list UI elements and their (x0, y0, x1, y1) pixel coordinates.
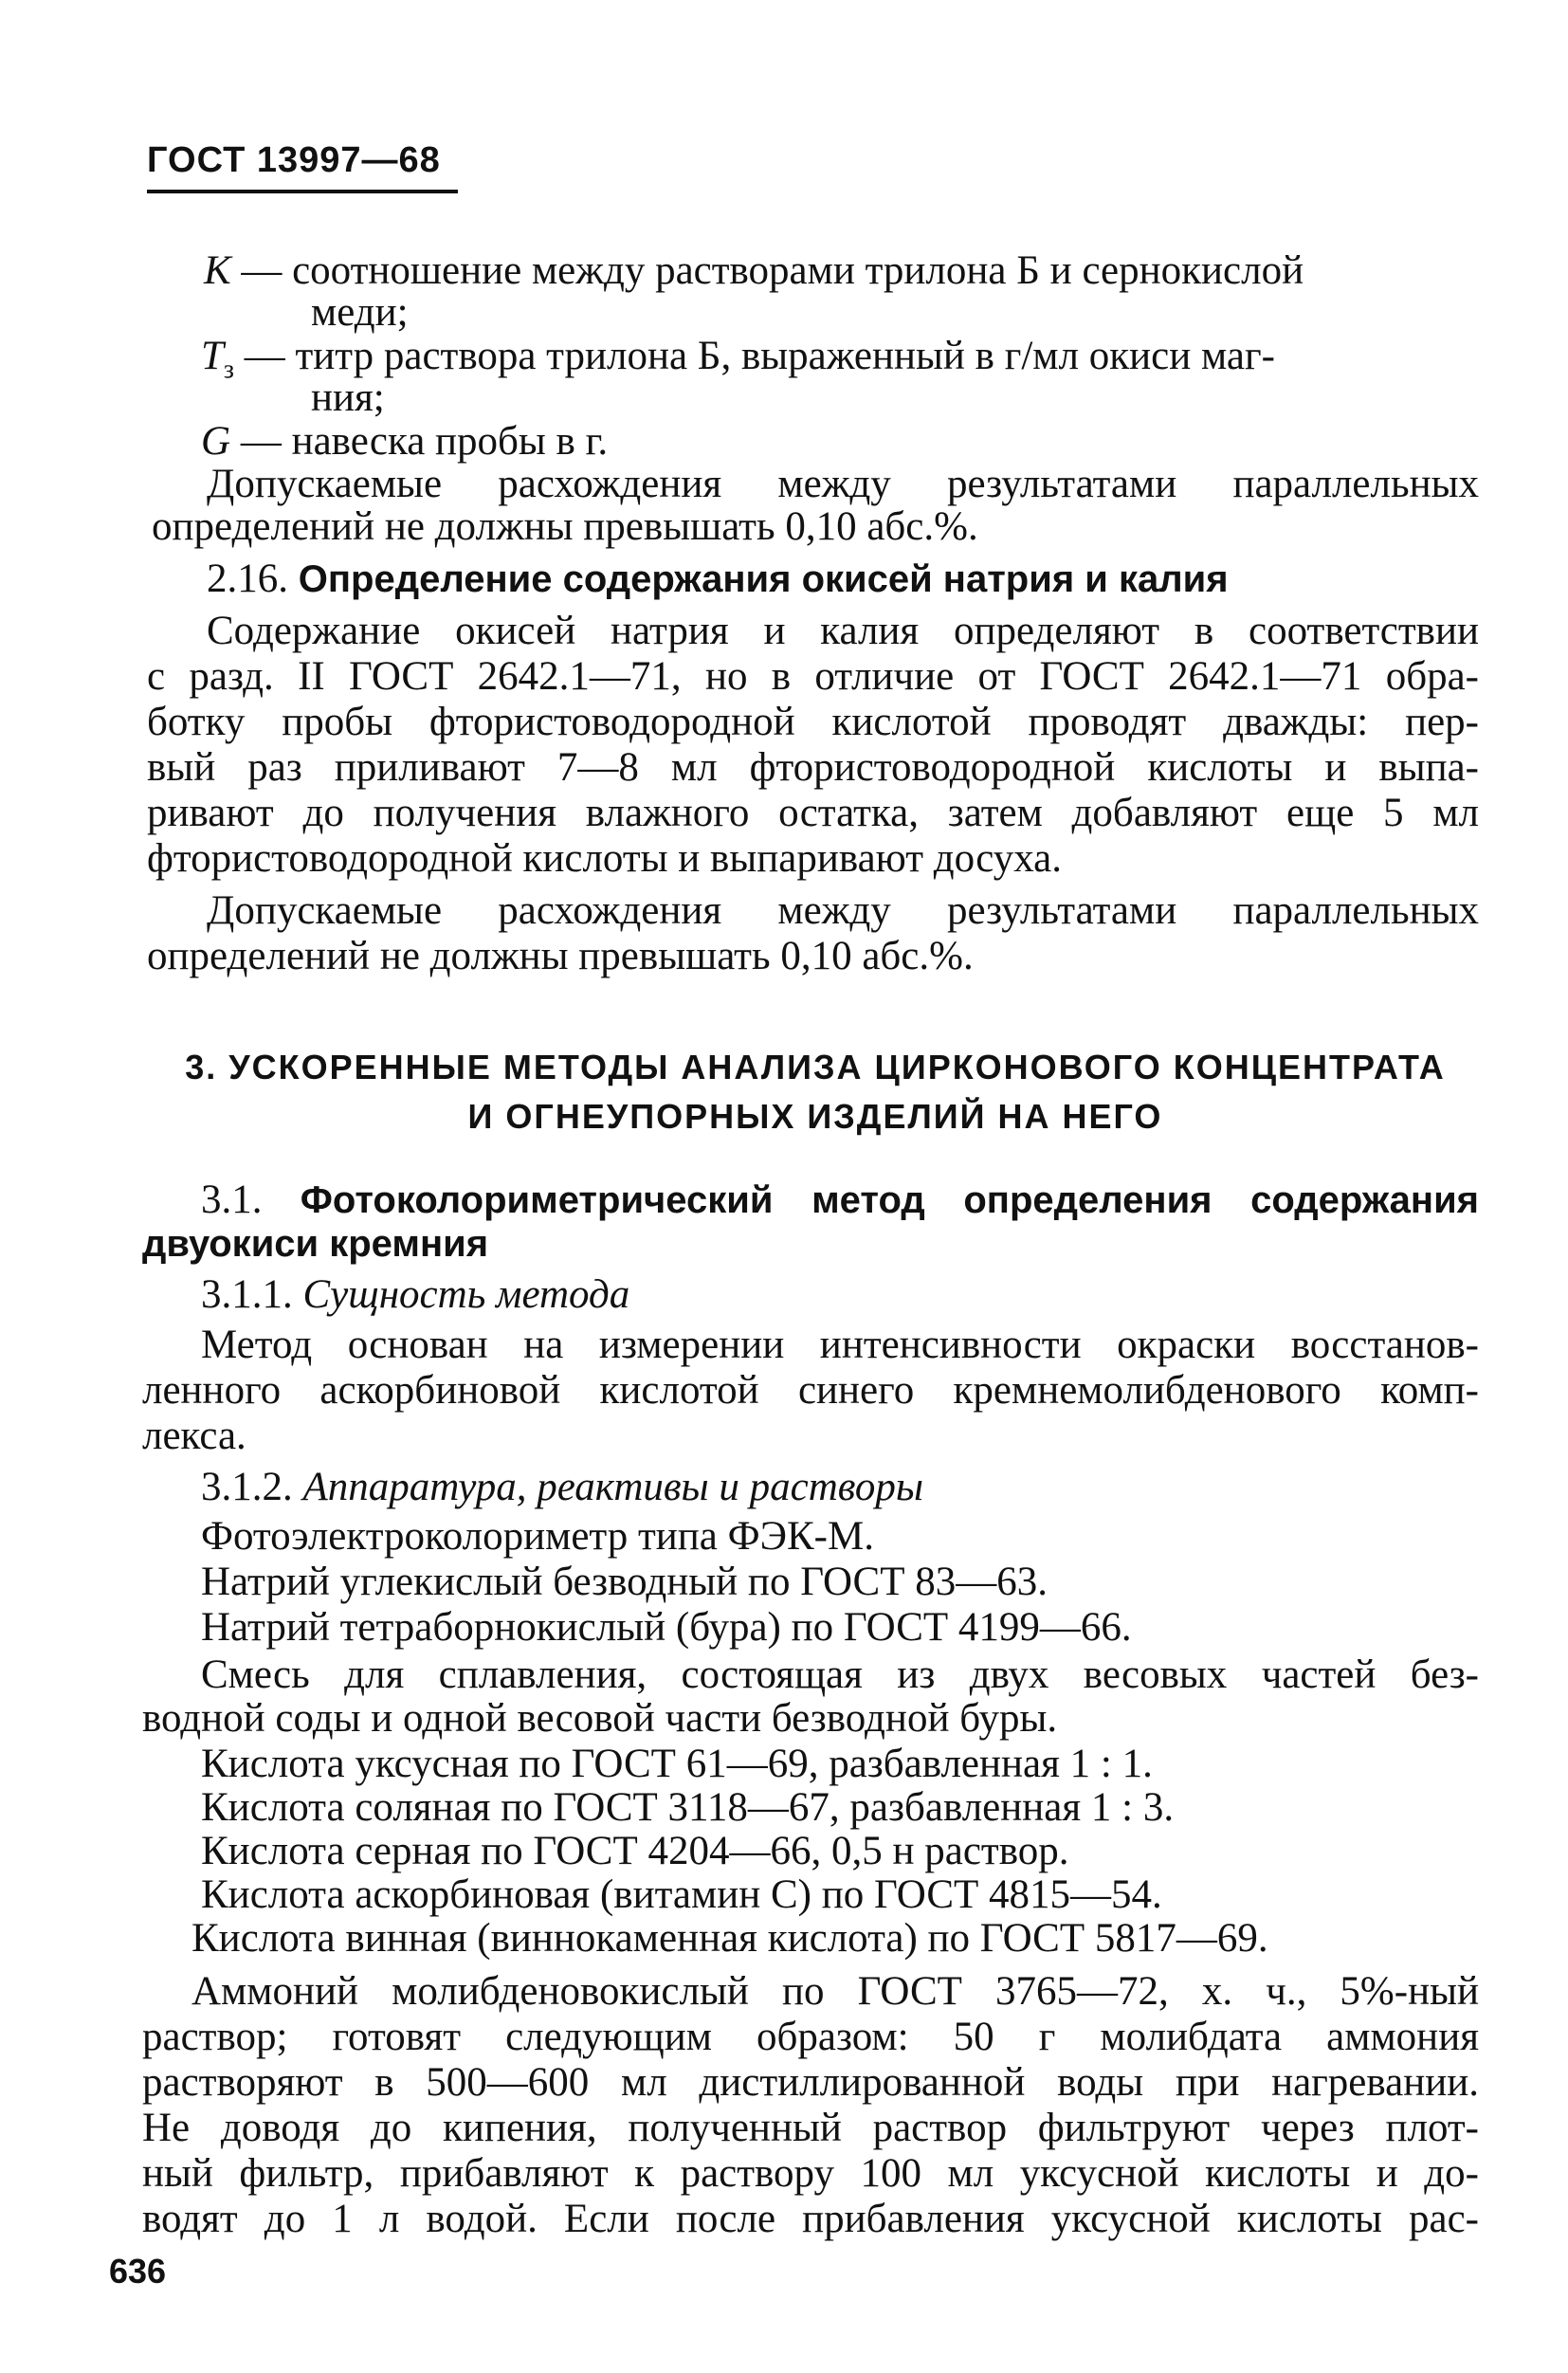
section-216-body-6: фтористоводородной кислоты и выпаривают досуха. (147, 836, 1063, 881)
reagent-item-2: Натрий углекислый безводный по ГОСТ 83—63. (201, 1560, 1048, 1604)
section-3-heading-line-2: И ОГНЕУПОРНЫХ ИЗДЕЛИЙ НА НЕГО (467, 1097, 1163, 1136)
section-312-number: 3.1.2. (201, 1465, 293, 1509)
ammonium-line-2: раствор; готовят следующим образом: 50 г молибдата аммония (142, 2015, 1479, 2059)
page-number: 636 (109, 2252, 167, 2291)
reagent-item-6: Кислота серная по ГОСТ 4204—66, 0,5 н раствор. (201, 1829, 1069, 1873)
legend-g-text: — навеска пробы в г. (240, 419, 609, 464)
reagent-item-8: Кислота винная (виннокаменная кислота) по ГОСТ 5817—69. (191, 1916, 1268, 1961)
section-31-title-1: Фотоколориметрический метод определения содержания (300, 1179, 1480, 1221)
reagent-mix-2: водной соды и одной весовой части безводной буры. (142, 1696, 1058, 1741)
symbol-t-sub: з (223, 355, 234, 385)
reagent-item-7: Кислота аскорбиновая (витамин С) по ГОСТ 4815—54. (201, 1872, 1162, 1917)
tolerance-1-line-2: определений не должны превышать 0,10 абс.%. (152, 504, 978, 549)
section-311-body-3: лекса. (142, 1414, 246, 1458)
ammonium-line-4: Не доводя до кипения, полученный раствор фильтруют через плот- (142, 2106, 1479, 2150)
ammonium-line-3: растворяют в 500—600 мл дистиллированной воды при нагревании. (142, 2060, 1479, 2105)
section-311-title: Сущность метода (302, 1272, 630, 1317)
reagent-item-4: Кислота уксусная по ГОСТ 61—69, разбавленная 1 : 1. (201, 1742, 1153, 1786)
section-312-title: Аппаратура, реактивы и растворы (302, 1465, 924, 1509)
ammonium-line-6: водят до 1 л водой. Если после прибавления уксусной кислоты рас- (142, 2197, 1479, 2241)
section-216-heading (207, 555, 1543, 604)
reagent-item-3: Натрий тетраборнокислый (бура) по ГОСТ 4199—66. (201, 1605, 1132, 1650)
ammonium-line-1: Аммоний молибденовокислый по ГОСТ 3765—72, х. ч., 5%-ный (191, 1969, 1479, 2014)
section-311-body-2: ленного аскорбиновой кислотой синего кремнемолибденового комп- (142, 1368, 1479, 1413)
symbol-t: Т (201, 334, 224, 378)
section-311-number: 3.1.1. (201, 1272, 293, 1317)
legend-t-cont: ния; (311, 375, 385, 420)
section-216-tolerance-1: Допускаемые расхождения между результатами параллельных (207, 888, 1479, 933)
ammonium-line-5: ный фильтр, прибавляют к раствору 100 мл уксусной кислоты и до- (142, 2151, 1479, 2196)
section-216-title: Определение содержания окисей натрия и калия (298, 558, 1229, 600)
section-31-heading (201, 1176, 1479, 1225)
section-311-body-1: Метод основан на измерении интенсивности окраски восстанов- (201, 1323, 1479, 1367)
section-311-heading (201, 1270, 1538, 1320)
section-216-body-1: Содержание окисей натрия и калия определяют в соответствии (207, 609, 1479, 653)
section-31-title-2: двуокиси кремния (142, 1223, 489, 1265)
legend-k-text: — соотношение между растворами трилона Б и сернокислой (241, 248, 1304, 293)
legend-k-cont: меди; (311, 290, 409, 335)
section-216-body-2: с разд. II ГОСТ 2642.1—71, но в отличие от ГОСТ 2642.1—71 обра- (147, 654, 1479, 699)
header-underline (147, 190, 458, 193)
symbol-k: К (204, 248, 231, 293)
reagent-item-1: Фотоэлектроколориметр типа ФЭК-М. (201, 1514, 874, 1559)
section-3-heading-line-1: 3. УСКОРЕННЫЕ МЕТОДЫ АНАЛИЗА ЦИРКОНОВОГО КОНЦЕНТРАТА (185, 1048, 1446, 1086)
section-216-tolerance-2: определений не должны превышать 0,10 абс.%. (147, 934, 974, 978)
section-216-body-5: ривают до получения влажного остатка, затем добавляют еще 5 мл (147, 791, 1479, 835)
section-216-body-4: вый раз приливают 7—8 мл фтористоводородной кислоты и выпа- (147, 745, 1479, 790)
section-31-title-2-wrap (142, 1219, 1479, 1269)
section-216-body-3: ботку пробы фтористоводородной кислотой проводят дважды: пер- (147, 700, 1479, 744)
section-216-number: 2.16. (207, 557, 288, 601)
section-312-heading (201, 1463, 1538, 1512)
symbol-g: G (201, 419, 231, 464)
section-31-number: 3.1. (201, 1177, 263, 1222)
reagent-mix-1: Смесь для сплавления, состоящая из двух весовых частей без- (201, 1652, 1479, 1697)
reagent-item-5: Кислота соляная по ГОСТ 3118—67, разбавленная 1 : 3. (201, 1785, 1175, 1830)
legend-t-text: — титр раствора трилона Б, выраженный в г/мл окиси маг- (244, 334, 1275, 378)
document-header: ГОСТ 13997—68 (147, 140, 441, 180)
tolerance-1-line-1: Допускаемые расхождения между результатами параллельных (207, 462, 1479, 506)
